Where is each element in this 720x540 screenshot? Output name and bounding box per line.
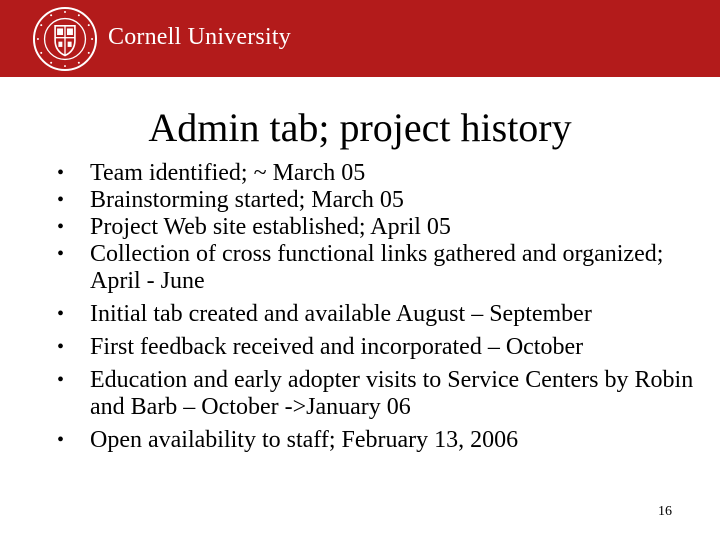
bullet-item bbox=[0, 160, 720, 187]
bullet-item bbox=[0, 187, 720, 214]
bullet-item bbox=[0, 367, 720, 421]
bullet-dot: • bbox=[57, 216, 65, 238]
bullet-dot: • bbox=[57, 189, 65, 211]
brand-name: Cornell University bbox=[108, 24, 291, 50]
bullet-dot: • bbox=[57, 303, 65, 325]
bullet-list bbox=[0, 160, 720, 460]
bullet-text: Team identified; ~ March 05 bbox=[90, 160, 366, 186]
bullet-dot: • bbox=[57, 429, 65, 451]
bullet-text: Open availability to staff; February 13, 2006 bbox=[90, 427, 519, 453]
bullet-item bbox=[0, 334, 720, 361]
bullet-text: Initial tab created and available August – September bbox=[90, 301, 592, 327]
bullet-dot: • bbox=[57, 369, 65, 391]
slide-title: Admin tab; project history bbox=[148, 105, 572, 150]
bullet-text: First feedback received and incorporated – October bbox=[90, 334, 584, 360]
bullet-dot: • bbox=[57, 243, 65, 265]
header-banner bbox=[0, 0, 720, 77]
cornell-seal-icon bbox=[32, 6, 98, 72]
bullet-item bbox=[0, 241, 720, 295]
bullet-text: Collection of cross functional links gathered and organized; April - June bbox=[90, 241, 664, 294]
bullet-item bbox=[0, 427, 720, 454]
bullet-text: Education and early adopter visits to Service Centers by Robin and Barb – October ->January 06 bbox=[90, 367, 694, 420]
bullet-text: Brainstorming started; March 05 bbox=[90, 187, 404, 213]
bullet-text: Project Web site established; April 05 bbox=[90, 214, 451, 240]
bullet-item bbox=[0, 214, 720, 241]
bullet-dot: • bbox=[57, 162, 65, 184]
page-number: 16 bbox=[658, 504, 672, 519]
bullet-item bbox=[0, 301, 720, 328]
bullet-dot: • bbox=[57, 336, 65, 358]
